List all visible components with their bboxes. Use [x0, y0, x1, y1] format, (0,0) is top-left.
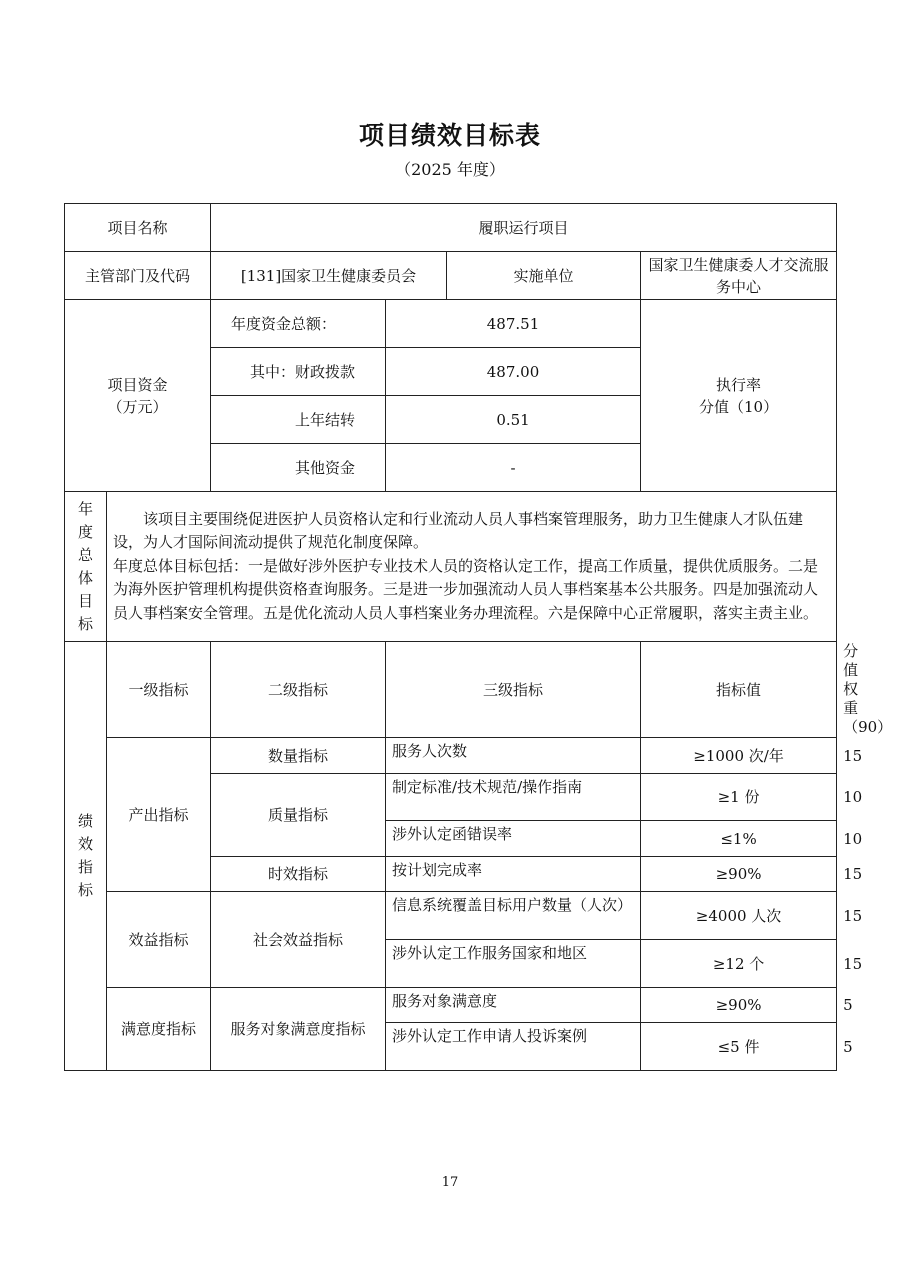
- project-name-row: [65, 204, 837, 252]
- annual-goal-label-text: 年 度 总 体 目 标: [77, 499, 93, 633]
- funds-label: [65, 300, 211, 492]
- funds-label-line1: 项目资金: [107, 375, 168, 394]
- implementing-unit-value: 国家卫生健康委人才交流服务中心: [641, 252, 837, 300]
- sub-quantity: 数量指标: [211, 738, 386, 774]
- funds-carryover-value: 0.51: [386, 396, 641, 444]
- execution-rate-label: [641, 300, 837, 492]
- funds-fiscal-value: 487.00: [386, 348, 641, 396]
- header-level2: 二级指标: [211, 642, 386, 738]
- indicators-section-label: [65, 642, 107, 1071]
- indicator-value: ≥1 份: [641, 774, 837, 821]
- indicator-row: 质量指标 制定标准/技术规范/操作指南 ≥1 份 10: [65, 774, 837, 821]
- annual-goal-content: [107, 492, 837, 642]
- indicator-name: 涉外认定函错误率: [386, 821, 641, 857]
- sub-social: 社会效益指标: [211, 892, 386, 988]
- indicator-value: ≤5 件: [641, 1023, 837, 1071]
- indicator-value: ≥90%: [641, 857, 837, 892]
- indicator-header-row: 绩 效 指 标 一级指标 二级指标 三级指标 指标值 分值权重 （90）: [65, 642, 837, 738]
- funds-total-value: 487.51: [386, 300, 641, 348]
- document-title: 项目绩效目标表: [358, 121, 541, 150]
- department-value: [131]国家卫生健康委员会: [211, 252, 447, 300]
- header-level3: 三级指标: [386, 642, 641, 738]
- indicators-section-label-text: 绩 效 指 标: [77, 812, 93, 899]
- group-output: 产出指标: [107, 738, 211, 892]
- funds-fiscal-label: 其中：财政拨款: [211, 348, 386, 396]
- funds-other-label: 其他资金: [211, 444, 386, 492]
- department-row: [65, 252, 837, 300]
- indicator-name: 服务人次数: [386, 738, 641, 774]
- header-value: 指标值: [641, 642, 837, 738]
- indicator-row: 时效指标 按计划完成率 ≥90% 15: [65, 857, 837, 892]
- group-satisfaction: 满意度指标: [107, 988, 211, 1071]
- sub-quality: 质量指标: [211, 774, 386, 857]
- funds-label-line2: （万元）: [107, 397, 168, 416]
- annual-goal-para1: 该项目主要围绕促进医护人员资格认定和行业流动人员人事档案管理服务，助力卫生健康人才队伍建设，为人才国际间流动提供了规范化制度保障。: [113, 509, 804, 552]
- sub-service: 服务对象满意度指标: [211, 988, 386, 1071]
- indicator-name: 服务对象满意度: [386, 988, 641, 1023]
- indicator-name: 涉外认定工作服务国家和地区: [386, 940, 641, 988]
- project-name-value: 履职运行项目: [211, 204, 837, 252]
- indicator-value: ≥12 个: [641, 940, 837, 988]
- department-label: 主管部门及代码: [65, 252, 211, 300]
- indicator-name: 制定标准/技术规范/操作指南: [386, 774, 641, 821]
- funds-carryover-label: 上年结转: [211, 396, 386, 444]
- indicator-row: 涉外认定函错误率 ≤1% 10: [65, 821, 837, 857]
- performance-goal-table: [64, 203, 893, 1071]
- project-name-label: 项目名称: [65, 204, 211, 252]
- indicator-name: 按计划完成率: [386, 857, 641, 892]
- indicator-value: ≤1%: [641, 821, 837, 857]
- indicator-name: 信息系统覆盖目标用户数量（人次）: [386, 892, 641, 940]
- header-level1: 一级指标: [107, 642, 211, 738]
- page-number: 17: [441, 1175, 459, 1190]
- group-benefit: 效益指标: [107, 892, 211, 988]
- indicator-name: 涉外认定工作申请人投诉案例: [386, 1023, 641, 1071]
- document-year: （2025 年度）: [395, 160, 505, 179]
- funds-row-total: [65, 300, 837, 348]
- indicator-row: 涉外认定工作服务国家和地区 ≥12 个 15: [65, 940, 837, 988]
- funds-other-value: -: [386, 444, 641, 492]
- indicator-row: 满意度指标 服务对象满意度指标 服务对象满意度 ≥90% 5: [65, 988, 837, 1023]
- indicator-row: 涉外认定工作申请人投诉案例 ≤5 件 5: [65, 1023, 837, 1071]
- execution-rate-line1: 执行率: [716, 375, 762, 394]
- execution-rate-line2: 分值（10）: [699, 397, 779, 416]
- indicator-value: ≥4000 人次: [641, 892, 837, 940]
- annual-goal-label: [65, 492, 107, 642]
- funds-total-label: 年度资金总额：: [211, 300, 386, 348]
- indicator-value: ≥90%: [641, 988, 837, 1023]
- indicator-row: 产出指标 数量指标 服务人次数 ≥1000 次/年 15: [65, 738, 837, 774]
- indicator-row: 效益指标 社会效益指标 信息系统覆盖目标用户数量（人次） ≥4000 人次 15: [65, 892, 837, 940]
- indicator-value: ≥1000 次/年: [641, 738, 837, 774]
- implementing-unit-label: 实施单位: [447, 252, 641, 300]
- annual-goal-para2: 年度总体目标包括：一是做好涉外医护专业技术人员的资格认定工作，提高工作质量，提供优质服务。二是为海外医护管理机构提供资格查询服务。三是进一步加强流动人员人事档案基本公共服务。四是加强流动人员人事档案安全管理。五是优化流动人员人事档案业务办理流程。六是保障中心正常履职，落实主责主业。: [113, 556, 819, 622]
- sub-timeliness: 时效指标: [211, 857, 386, 892]
- annual-goal-row: [65, 492, 837, 642]
